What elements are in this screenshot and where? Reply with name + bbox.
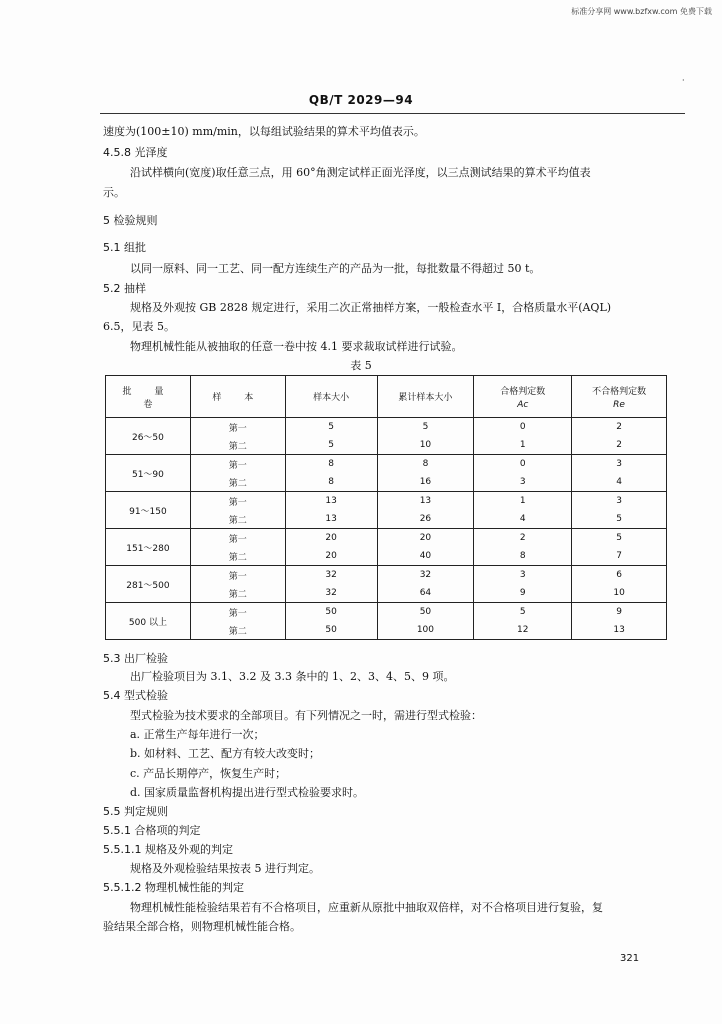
list-item-b: b. 如材料、工艺、配方有较大改变时； [130, 747, 321, 760]
re-cell: 3 [572, 455, 667, 474]
section-heading-5-3: 5.3 出厂检验 [103, 652, 168, 665]
re-cell: 2 [572, 418, 667, 437]
table-row [106, 510, 667, 529]
sample-size-cell: 8 [285, 455, 377, 474]
page-mark: · [682, 76, 685, 85]
batch-range-cell: 91～150 [106, 492, 191, 529]
batch-range-cell: 51～90 [106, 455, 191, 492]
re-cell: 6 [572, 566, 667, 585]
ac-cell: 0 [474, 418, 572, 437]
header-rule [100, 113, 685, 114]
ac-cell: 2 [474, 529, 572, 548]
sample-size-cell: 50 [285, 603, 377, 622]
ac-cell: 4 [474, 510, 572, 529]
sample-cell: 第二 [190, 473, 285, 492]
header-sample: 样 本 [190, 376, 285, 418]
sample-size-cell: 5 [285, 436, 377, 455]
cumulative-size-cell: 26 [377, 510, 474, 529]
body-line: 出厂检验项目为 3.1、3.2 及 3.3 条中的 1、2、3、4、5、9 项。 [130, 670, 455, 683]
sample-cell: 第二 [190, 547, 285, 566]
ac-cell: 1 [474, 492, 572, 511]
sample-size-cell: 20 [285, 529, 377, 548]
ac-cell: 8 [474, 547, 572, 566]
table-row [106, 529, 667, 548]
section-heading-5-1: 5.1 组批 [103, 241, 146, 254]
batch-range-cell: 500 以上 [106, 603, 191, 640]
re-cell: 13 [572, 621, 667, 640]
header-ac: 合格判定数 Ac [474, 376, 572, 418]
cumulative-size-cell: 64 [377, 584, 474, 603]
sample-size-cell: 32 [285, 566, 377, 585]
standard-header: QB/T 2029—94 [308, 93, 414, 107]
sample-size-cell: 5 [285, 418, 377, 437]
sample-size-cell: 20 [285, 547, 377, 566]
table-row [106, 436, 667, 455]
sample-cell: 第一 [190, 603, 285, 622]
sample-size-cell: 13 [285, 492, 377, 511]
table-row [106, 566, 667, 585]
cumulative-size-cell: 16 [377, 473, 474, 492]
re-cell: 3 [572, 492, 667, 511]
sample-cell: 第一 [190, 566, 285, 585]
table-row [106, 418, 667, 437]
header-batch: 批 量 卷 [106, 376, 191, 418]
cumulative-size-cell: 13 [377, 492, 474, 511]
cumulative-size-cell: 32 [377, 566, 474, 585]
table-row [106, 492, 667, 511]
ac-cell: 5 [474, 603, 572, 622]
ac-cell: 1 [474, 436, 572, 455]
section-heading-5-5-1-2: 5.5.1.2 物理机械性能的判定 [103, 881, 244, 894]
batch-range-cell: 26～50 [106, 418, 191, 455]
batch-range-cell: 281～500 [106, 566, 191, 603]
table-row [106, 547, 667, 566]
sample-cell: 第二 [190, 436, 285, 455]
table-row [106, 455, 667, 474]
sample-cell: 第一 [190, 418, 285, 437]
sample-size-cell: 50 [285, 621, 377, 640]
re-cell: 5 [572, 529, 667, 548]
section-heading-5: 5 检验规则 [103, 214, 158, 227]
body-line: 型式检验为技术要求的全部项目。有下列情况之一时，需进行型式检验： [130, 709, 482, 722]
cumulative-size-cell: 40 [377, 547, 474, 566]
body-line: 6.5，见表 5。 [103, 320, 175, 333]
re-cell: 9 [572, 603, 667, 622]
body-line: 规格及外观检验结果按表 5 进行判定。 [130, 862, 320, 875]
body-line: 物理机械性能从被抽取的任意一卷中按 4.1 要求裁取试样进行试验。 [130, 340, 463, 353]
ac-cell: 0 [474, 455, 572, 474]
ac-cell: 12 [474, 621, 572, 640]
sample-cell: 第二 [190, 510, 285, 529]
ac-cell: 9 [474, 584, 572, 603]
sample-cell: 第二 [190, 621, 285, 640]
cumulative-size-cell: 20 [377, 529, 474, 548]
sample-cell: 第一 [190, 529, 285, 548]
ac-cell: 3 [474, 566, 572, 585]
ac-cell: 3 [474, 473, 572, 492]
table-row [106, 621, 667, 640]
section-heading-5-2: 5.2 抽样 [103, 282, 146, 295]
table-caption: 表 5 [350, 359, 372, 372]
sample-cell: 第二 [190, 584, 285, 603]
body-line: 以同一原料、同一工艺、同一配方连续生产的产品为一批，每批数量不得超过 50 t。 [130, 262, 541, 275]
re-cell: 2 [572, 436, 667, 455]
table-row [106, 584, 667, 603]
section-heading-5-5: 5.5 判定规则 [103, 805, 168, 818]
watermark: 标准分享网 www.bzfxw.com 免费下载 [571, 7, 712, 16]
re-cell: 5 [572, 510, 667, 529]
section-heading-4-5-8: 4.5.8 光泽度 [103, 146, 168, 159]
body-line: 沿试样横向(宽度)取任意三点，用 60°角测定试样正面光泽度，以三点测试结果的算术平均值表 [130, 166, 591, 179]
sample-size-cell: 8 [285, 473, 377, 492]
body-line: 示。 [103, 186, 125, 199]
re-cell: 10 [572, 584, 667, 603]
section-heading-5-5-1-1: 5.5.1.1 规格及外观的判定 [103, 843, 233, 856]
cumulative-size-cell: 8 [377, 455, 474, 474]
cumulative-size-cell: 10 [377, 436, 474, 455]
header-sample-size: 样本大小 [285, 376, 377, 418]
sample-cell: 第一 [190, 455, 285, 474]
cumulative-size-cell: 50 [377, 603, 474, 622]
sample-size-cell: 13 [285, 510, 377, 529]
table-row [106, 603, 667, 622]
body-line: 速度为(100±10) mm/min，以每组试验结果的算术平均值表示。 [103, 125, 425, 138]
list-item-d: d. 国家质量监督机构提出进行型式检验要求时。 [130, 786, 365, 799]
page-number: 321 [620, 953, 640, 964]
table-row [106, 473, 667, 492]
header-re: 不合格判定数 Re [572, 376, 667, 418]
sample-cell: 第一 [190, 492, 285, 511]
sampling-table [105, 375, 667, 640]
section-heading-5-4: 5.4 型式检验 [103, 689, 168, 702]
sample-size-cell: 32 [285, 584, 377, 603]
list-item-a: a. 正常生产每年进行一次； [130, 728, 265, 741]
re-cell: 4 [572, 473, 667, 492]
cumulative-size-cell: 100 [377, 621, 474, 640]
header-cumulative-size: 累计样本大小 [377, 376, 474, 418]
section-heading-5-5-1: 5.5.1 合格项的判定 [103, 824, 201, 837]
list-item-c: c. 产品长期停产，恢复生产时； [130, 767, 287, 780]
re-cell: 7 [572, 547, 667, 566]
cumulative-size-cell: 5 [377, 418, 474, 437]
body-line: 规格及外观按 GB 2828 规定进行，采用二次正常抽样方案，一般检查水平 I，合格质量水平(AQL) [130, 301, 612, 314]
body-line: 物理机械性能检验结果若有不合格项目，应重新从原批中抽取双倍样，对不合格项目进行复验，复 [130, 901, 603, 914]
batch-range-cell: 151～280 [106, 529, 191, 566]
body-line: 验结果全部合格，则物理机械性能合格。 [103, 920, 301, 933]
